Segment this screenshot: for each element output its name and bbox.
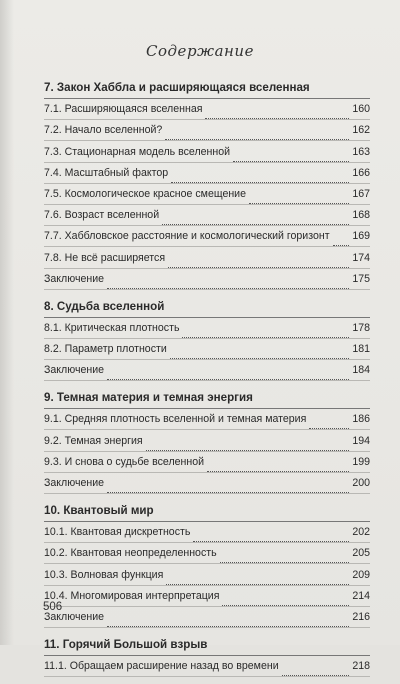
entry-title: 10.2. Квантовая неопределенность (44, 547, 217, 560)
dot-leader (233, 148, 349, 162)
toc-entry (44, 163, 370, 184)
toc-section (44, 635, 370, 677)
entry-title: 7.6. Возраст вселенной (44, 209, 160, 222)
toc-entry (44, 226, 370, 247)
entry-title: 11.1. Обращаем расширение назад во времени (44, 660, 279, 673)
entry-title: 7.8. Не всё расширяется (44, 251, 166, 264)
toc-entry (44, 586, 370, 607)
entry-page-number: 178 (352, 321, 370, 334)
entry-page-number: 162 (352, 124, 370, 137)
dot-leader (249, 190, 349, 204)
entry-page-number: 169 (352, 230, 370, 243)
dot-leader (165, 126, 349, 140)
entry-page-number: 194 (352, 434, 370, 447)
entry-page-number: 200 (352, 477, 370, 489)
toc-entry (44, 318, 370, 339)
entry-page-number: 181 (352, 343, 370, 356)
entry-page-number: 167 (352, 187, 370, 200)
toc-section (44, 388, 370, 494)
entry-title: 8.1. Критическая плотность (44, 321, 180, 334)
toc-entry (44, 473, 370, 494)
dot-leader (222, 592, 349, 606)
toc-entry (44, 184, 370, 205)
dot-leader (166, 571, 349, 585)
dot-leader (107, 479, 349, 493)
dot-leader (146, 437, 350, 451)
dot-leader (162, 211, 349, 225)
entry-page-number: 218 (352, 660, 370, 673)
toc-entry (44, 269, 370, 290)
page-number: 506 (43, 601, 63, 613)
dot-leader (205, 105, 349, 119)
toc-entry (44, 205, 370, 226)
entry-title: 9.3. И снова о судьбе вселенной (44, 455, 205, 468)
entry-title: 9.2. Темная энергия (44, 434, 143, 447)
section-title: 7. Закон Хаббла и расширяющаяся вселенная (44, 78, 370, 99)
entry-page-number: 168 (352, 209, 370, 222)
entry-title: 7.4. Масштабный фактор (44, 166, 169, 179)
table-of-contents (44, 78, 370, 684)
entry-page-number: 163 (352, 145, 370, 158)
toc-entry (44, 607, 370, 628)
dot-leader (171, 169, 349, 183)
dot-leader (107, 613, 349, 627)
entry-title: 7.7. Хаббловское расстояние и космологический горизонт (44, 230, 330, 243)
entry-title: 7.5. Космологическое красное смещение (44, 187, 246, 200)
toc-entry (44, 247, 370, 268)
toc-section (44, 78, 370, 290)
section-title: 11. Горячий Большой взрыв (44, 635, 370, 656)
toc-entry (44, 409, 370, 430)
entry-page-number: 202 (352, 526, 370, 539)
entry-page-number: 160 (352, 103, 370, 116)
entry-title: Заключение (44, 364, 105, 377)
entry-page-number: 214 (352, 589, 370, 602)
toc-entry (44, 360, 370, 381)
entry-title: Заключение (44, 477, 105, 489)
toc-entry (44, 339, 370, 360)
toc-section (44, 501, 370, 628)
dot-leader (170, 345, 350, 359)
entry-page-number: 166 (352, 166, 370, 179)
toc-entry (44, 99, 370, 120)
toc-entry (44, 430, 370, 451)
entry-title: 10.4. Многомировая интерпретация (44, 589, 220, 602)
entry-title: 7.2. Начало вселенной? (44, 124, 163, 137)
entry-title: 10.3. Волновая функция (44, 568, 164, 581)
toc-section (44, 297, 370, 382)
entry-page-number: 175 (352, 272, 370, 285)
dot-leader (220, 549, 350, 563)
section-title: 9. Темная материя и темная энергия (44, 388, 370, 409)
entry-title: 7.1. Расширяющаяся вселенная (44, 103, 203, 116)
dot-leader (107, 275, 349, 289)
toc-heading: Содержание (146, 42, 254, 60)
entry-title: 8.2. Параметр плотности (44, 343, 167, 356)
entry-page-number: 199 (352, 455, 370, 468)
entry-title: Заключение (44, 610, 105, 623)
entry-title: 7.3. Стационарная модель вселенной (44, 145, 231, 158)
dot-leader (182, 324, 349, 338)
dot-leader (168, 254, 349, 268)
section-title: 10. Квантовый мир (44, 501, 370, 522)
section-title: 8. Судьба вселенной (44, 297, 370, 318)
dot-leader (282, 662, 350, 676)
toc-entry (44, 543, 370, 564)
entry-page-number: 216 (352, 610, 370, 623)
toc-entry (44, 120, 370, 141)
entry-title: 10.1. Квантовая дискретность (44, 526, 191, 539)
toc-entry (44, 141, 370, 162)
entry-page-number: 174 (352, 251, 370, 264)
entry-page-number: 184 (352, 364, 370, 377)
dot-leader (309, 415, 349, 429)
dot-leader (333, 232, 350, 246)
dot-leader (207, 458, 349, 472)
entry-page-number: 205 (352, 547, 370, 560)
dot-leader (107, 366, 349, 380)
toc-entry (44, 452, 370, 473)
toc-entry (44, 564, 370, 585)
entry-title: 9.1. Средняя плотность вселенной и темная материя (44, 413, 307, 426)
toc-entry (44, 522, 370, 543)
entry-title: Заключение (44, 272, 105, 285)
toc-entry (44, 656, 370, 677)
entry-page-number: 186 (352, 413, 370, 426)
entry-page-number: 209 (352, 568, 370, 581)
dot-leader (193, 528, 349, 542)
